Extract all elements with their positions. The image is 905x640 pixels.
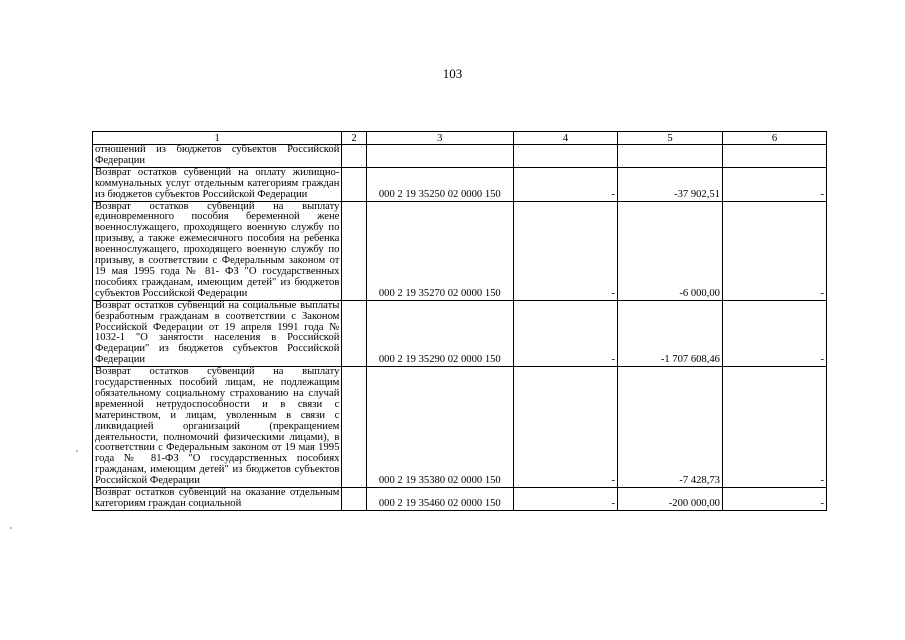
row-description: Возврат остатков субвенций на выплату единовременного пособия беременной жене военнослужащего, проходящего военную службу по призыву, а также ежемесячного пособия на ребенка военнослужащего, проходящего военную службу по призыву, в соответствии с Федеральным законом от 19 мая 1995 года № 81- ФЗ "О государственных пособиях гражданам, имеющим детей" из бюджетов субъектов Российской Федерации <box>93 201 342 300</box>
row-col4: - <box>513 201 617 300</box>
table-row <box>93 488 827 511</box>
row-col6: - <box>722 488 826 511</box>
table-row <box>93 201 827 300</box>
row-amount <box>617 145 722 168</box>
row-col4: - <box>513 367 617 488</box>
row-code: 000 2 19 35380 02 0000 150 <box>366 367 513 488</box>
column-header-6: 6 <box>722 132 826 145</box>
row-amount: -1 707 608,46 <box>617 300 722 366</box>
row-col2 <box>342 300 366 366</box>
row-col4: - <box>513 488 617 511</box>
row-description: Возврат остатков субвенций на выплату государственных пособий лицам, не подлежащим обязательному социальному страхованию на случай временной нетрудоспособности и в связи с материнством, и лицам, уволенным в связи с ликвидацией организаций (прекращением деятельности, полномочий физическими лицами), в соответствии с Федеральным законом от 19 мая 1995 года № 81-ФЗ "О государственных пособиях гражданам, имеющим детей" из бюджетов субъектов Российской Федерации <box>93 367 342 488</box>
row-code: 000 2 19 35270 02 0000 150 <box>366 201 513 300</box>
page-number: 103 <box>442 66 463 81</box>
column-header-1: 1 <box>93 132 342 145</box>
row-col4: - <box>513 300 617 366</box>
table-row <box>93 367 827 488</box>
row-col2 <box>342 145 366 168</box>
row-amount: -200 000,00 <box>617 488 722 511</box>
row-code <box>366 145 513 168</box>
header-row <box>93 132 827 145</box>
row-col6: - <box>722 367 826 488</box>
row-code: 000 2 19 35250 02 0000 150 <box>366 167 513 201</box>
row-col4 <box>513 145 617 168</box>
row-description: отношений из бюджетов субъектов Российской Федерации <box>93 145 342 168</box>
scan-speck <box>76 450 78 452</box>
row-col2 <box>342 167 366 201</box>
row-amount: -6 000,00 <box>617 201 722 300</box>
column-header-4: 4 <box>513 132 617 145</box>
row-amount: -7 428,73 <box>617 367 722 488</box>
column-header-2: 2 <box>342 132 366 145</box>
table-row <box>93 145 827 168</box>
row-col6 <box>722 145 826 168</box>
row-description: Возврат остатков субвенций на оплату жилищно-коммунальных услуг отдельным категориям граждан из бюджетов субъектов Российской Федерации <box>93 167 342 201</box>
row-col6: - <box>722 167 826 201</box>
row-col6: - <box>722 300 826 366</box>
row-description: Возврат остатков субвенций на оказание отдельным категориям граждан социальной <box>93 488 342 511</box>
column-header-3: 3 <box>366 132 513 145</box>
row-col6: - <box>722 201 826 300</box>
column-header-5: 5 <box>617 132 722 145</box>
row-code: 000 2 19 35460 02 0000 150 <box>366 488 513 511</box>
row-col2 <box>342 201 366 300</box>
row-col4: - <box>513 167 617 201</box>
budget-table <box>92 131 827 511</box>
row-col2 <box>342 488 366 511</box>
row-code: 000 2 19 35290 02 0000 150 <box>366 300 513 366</box>
row-description: Возврат остатков субвенций на социальные выплаты безработным гражданам в соответствии с Законом Российской Федерации от 19 апреля 1991 года № 1032-1 "О занятости населения в Российской Федерации" из бюджетов субъектов Российской Федерации <box>93 300 342 366</box>
table-row <box>93 167 827 201</box>
row-col2 <box>342 367 366 488</box>
row-amount: -37 902,51 <box>617 167 722 201</box>
scan-speck <box>10 527 12 529</box>
table-row <box>93 300 827 366</box>
